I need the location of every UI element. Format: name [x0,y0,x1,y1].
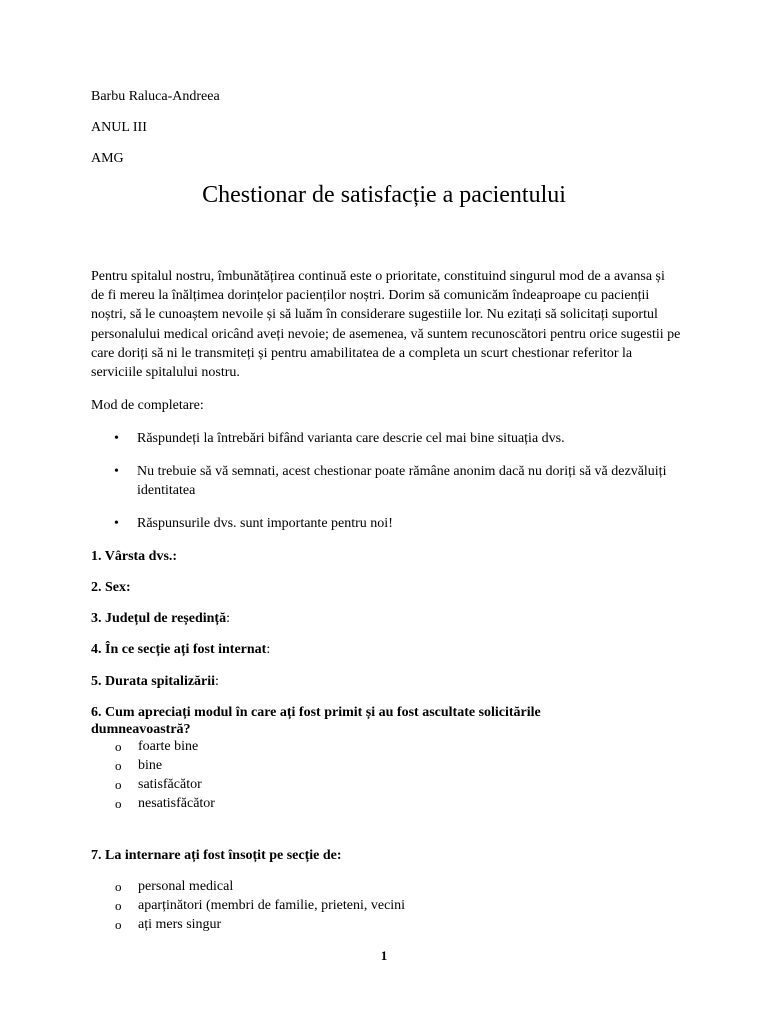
instructions-list [91,429,681,533]
question-6-options [115,737,215,813]
question-label: 3. Județul de reședință [91,611,227,626]
circle-marker-icon: o [115,758,122,773]
question-3 [91,610,681,627]
option-item[interactable] [115,896,405,915]
question-4 [91,641,681,658]
list-item [91,429,681,448]
question-7-options [115,877,405,934]
option-label: foarte bine [138,739,199,754]
instruction-text: Nu trebuie să vă semnati, acest chestionar poate rămâne anonim dacă nu doriți să vă dezvăluiți identitatea [137,464,667,498]
option-label: nesatisfăcător [138,796,215,811]
option-label: bine [138,758,163,773]
intro-paragraph: Pentru spitalul nostru, îmbunătățirea continuă este o prioritate, constituind singurul mod de a avansa și de fi mereu la înălțimea dorințelor pacienților noștri. Dorim să comunicăm îndeaproape cu pacienții noștri, să le cunoaștem nevoile și să luăm în considerare sugestiile lor. Nu ezitați să solicitați suportul personalului medical oricând aveți nevoie; de asemenea, vă suntem recunoscători pentru orice sugestii pe care doriți să ni le transmiteți și pentru amabilitatea de a completa un scurt chestionar referitor la serviciile spitalului nostru. [91,269,681,381]
document-title: Chestionar de satisfacție a pacientului [202,182,566,208]
question-label: 5. Durata spitalizării [91,674,216,689]
option-label: personal medical [138,879,234,894]
bullet-icon: • [114,516,119,531]
question-label: 4. În ce secție ați fost internat [91,642,267,657]
circle-marker-icon: o [115,739,122,754]
circle-marker-icon: o [115,898,122,913]
option-label: satisfăcător [138,777,202,792]
question-6: 6. Cum apreciați modul în care ați fost primit și au fost ascultate solicitările dumneavoastră? [91,705,541,737]
bullet-icon: • [114,431,119,446]
instruction-text: Răspundeți la întrebări bifând varianta care descrie cel mai bine situația dvs. [137,431,565,446]
question-suffix: : [215,674,219,689]
list-item [91,514,681,533]
instructions-heading: Mod de completare: [91,398,204,413]
option-item[interactable] [115,877,405,896]
option-label: ați mers singur [138,917,222,932]
program-label: AMG [91,151,124,166]
question-suffix: : [266,642,271,657]
question-suffix: : [226,611,230,626]
option-label: aparținători (membri de familie, prieteni, vecini [138,898,406,913]
list-item [91,462,681,500]
circle-marker-icon: o [115,777,122,792]
circle-marker-icon: o [115,917,122,932]
author-name: Barbu Raluca-Andreea [91,89,220,104]
circle-marker-icon: o [115,796,122,811]
question-5 [91,673,681,690]
option-item[interactable] [115,794,215,813]
page-number: 1 [380,948,388,963]
option-item[interactable] [115,775,215,794]
year-label: ANUL III [91,120,147,135]
option-item[interactable] [115,737,215,756]
question-2: 2. Sex: [91,580,131,595]
instruction-text: Răspunsurile dvs. sunt importante pentru noi! [137,516,393,531]
option-item[interactable] [115,756,215,775]
option-item[interactable] [115,915,405,934]
bullet-icon: • [114,464,119,479]
question-7: 7. La internare ați fost însoțit pe secție de: [91,848,342,863]
circle-marker-icon: o [115,879,122,894]
question-1: 1. Vârsta dvs.: [91,549,178,564]
